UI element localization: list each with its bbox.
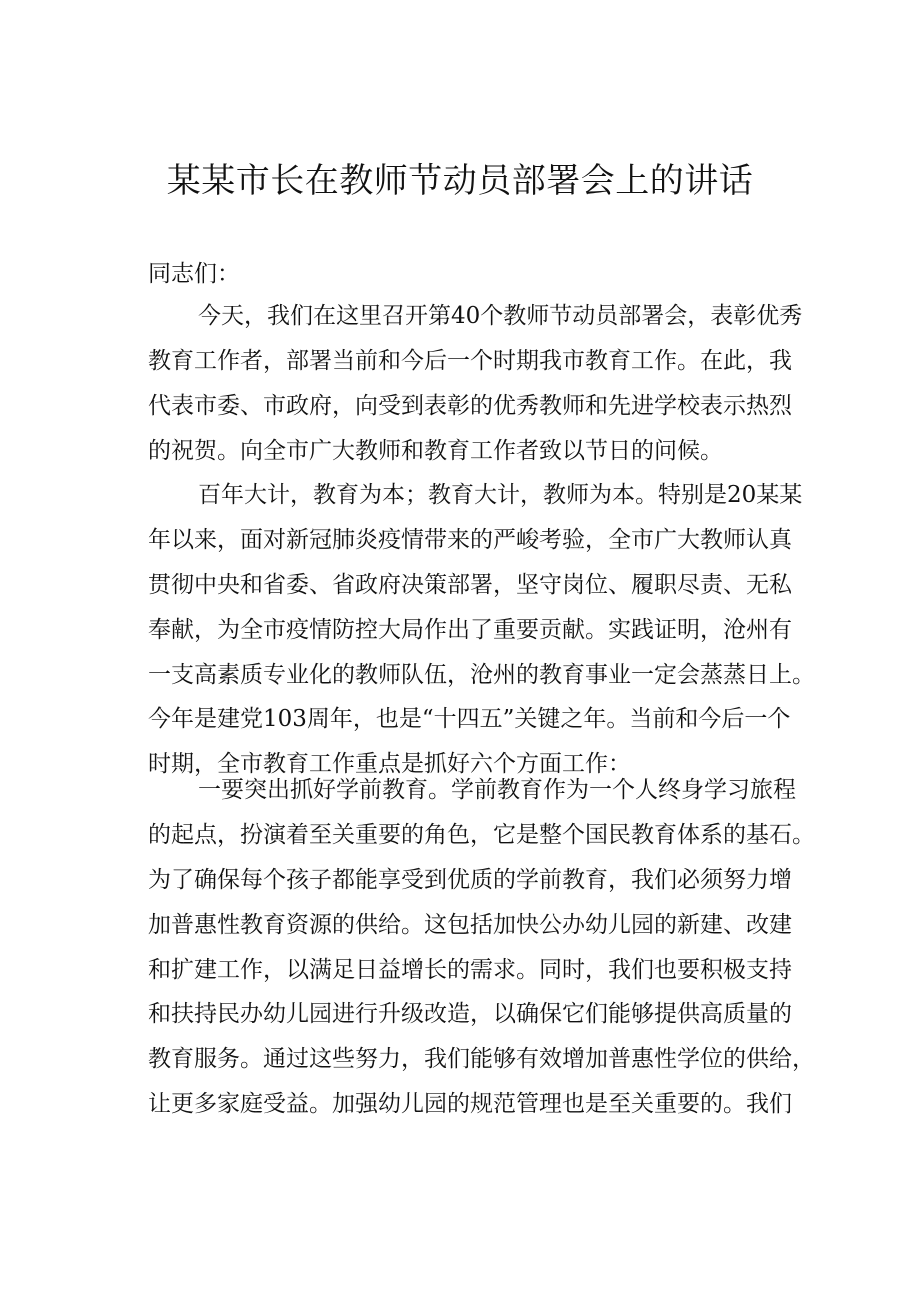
paragraph-line: 和扶持民办幼儿园进行升级改造，以确保它们能够提供高质量的 [148,1001,792,1028]
paragraph-line: 代表市委、市政府，向受到表彰的优秀教师和先进学校表示热烈 [148,392,792,419]
paragraph-line: 教育工作者，部署当前和今后一个时期我市教育工作。在此，我 [148,347,792,374]
paragraph-line: 时期，全市教育工作重点是抓好六个方面工作： [148,751,631,778]
paragraph-line: 教育服务。通过这些努力，我们能够有效增加普惠性学位的供给， [148,1046,815,1073]
paragraph-line: 一要突出抓好学前教育。学前教育作为一个人终身学习旅程 [198,777,796,803]
paragraph-line: 百年大计，教育为本；教育大计，教师为本。特别是20某某 [198,482,803,508]
paragraph-education-importance [148,473,815,787]
document-title: 某某市长在教师节动员部署会上的讲话 [166,161,754,201]
paragraph-opening [148,294,802,474]
paragraph-line: 的祝贺。向全市广大教师和教育工作者致以节日的问候。 [148,437,723,464]
paragraph-line: 奉献，为全市疫情防控大局作出了重要贡献。实践证明，沧州有 [148,616,792,643]
paragraph-line: 今年是建党103周年，也是“十四五”关键之年。当前和今后一个 [148,706,791,733]
paragraph-line: 年以来，面对新冠肺炎疫情带来的严峻考验，全市广大教师认真 [148,526,792,553]
paragraph-preschool-education [148,768,815,1127]
paragraph-line: 让更多家庭受益。加强幼儿园的规范管理也是至关重要的。我们 [148,1091,792,1118]
paragraph-line: 和扩建工作，以满足日益增长的需求。同时，我们也要积极支持 [148,956,792,983]
paragraph-line: 今天，我们在这里召开第40个教师节动员部署会，表彰优秀 [198,303,803,329]
paragraph-line: 贯彻中央和省委、省政府决策部署，坚守岗位、履职尽责、无私 [148,571,792,598]
paragraph-line: 加普惠性教育资源的供给。这包括加快公办幼儿园的新建、改建 [148,911,792,938]
paragraph-line: 一支高素质专业化的教师队伍，沧州的教育事业一定会蒸蒸日上。 [148,661,815,688]
paragraph-line: 的起点，扮演着至关重要的角色，它是整个国民教育体系的基石。 [148,821,815,848]
salutation: 同志们： [148,261,240,287]
paragraph-line: 为了确保每个孩子都能享受到优质的学前教育，我们必须努力增 [148,866,792,893]
